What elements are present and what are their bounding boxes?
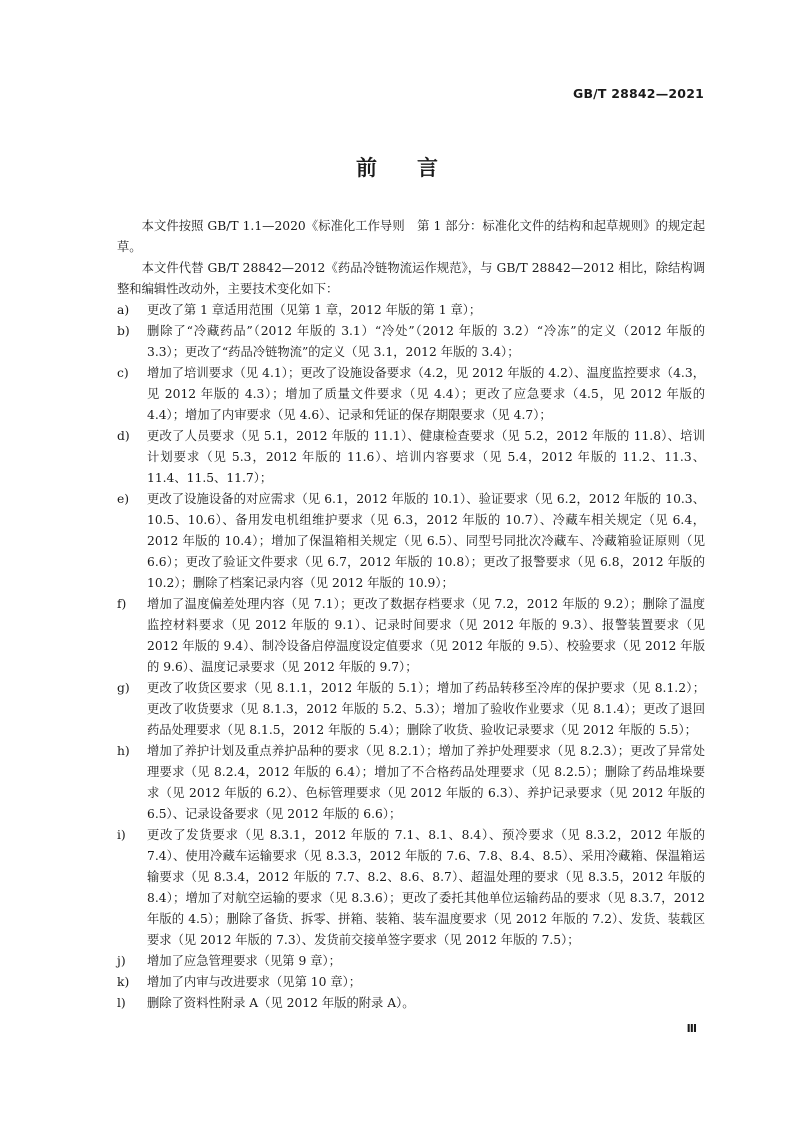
list-item-text: 删除了资料性附录 A（见 2012 年版的附录 A）。 bbox=[147, 996, 415, 1010]
list-item-text: 更改了设施设备的对应需求（见 6.1，2012 年版的 10.1）、验证要求（见 6.2，2012 年版的 10.3、10.5、10.6）、备用发电机组维护要求（见 6.3，2012 年版的 10.7）、冷藏车相关规定（见 6.4，2012 年版的 10.4）；增加了保温箱相关规定（见 6.5）、同型号同批次冷藏车、冷藏箱验证原则（见 6.6）；更改了验证文件要求（见 6.7，2012 年版的 10.8）；更改了报警要求（见 6.8，2012 年版的 10.2）；删除了档案记录内容（见 2012 年版的 10.9）； bbox=[147, 492, 705, 590]
list-item bbox=[117, 951, 705, 972]
list-item-label: c) bbox=[117, 366, 129, 380]
list-item bbox=[117, 489, 705, 594]
list-item-text: 增加了养护计划及重点养护品种的要求（见 8.2.1）；增加了养护处理要求（见 8.2.3）；更改了异常处理要求（见 8.2.4，2012 年版的 6.4）；增加了不合格药品处理要求（见 8.2.5）；删除了药品堆垛要求（见 2012 年版的 6.2）、色标管理要求（见 2012 年版的 6.3）、养护记录要求（见 2012 年版的 6.5）、记录设备要求（见 2012 年版的 6.6）； bbox=[147, 744, 705, 821]
standard-code: GB/T 28842—2021 bbox=[572, 86, 704, 101]
list-item bbox=[117, 678, 705, 741]
list-item bbox=[117, 426, 705, 489]
list-item-label: l) bbox=[117, 996, 126, 1010]
list-item-text: 删除了“冷藏药品”（2012 年版的 3.1）“冷处”（2012 年版的 3.2）“冷冻”的定义（2012 年版的 3.3）；更改了“药品冷链物流”的定义（见 3.1，2012 年版的 3.4）； bbox=[147, 324, 705, 359]
list-item-label: i) bbox=[117, 828, 126, 842]
list-item-text: 更改了人员要求（见 5.1，2012 年版的 11.1）、健康检查要求（见 5.2，2012 年版的 11.8）、培训计划要求（见 5.3，2012 年版的 11.6）、培训内容要求（见 5.4，2012 年版的 11.2、11.3、11.4、11.5、11.7）； bbox=[147, 429, 705, 485]
replacement-paragraph: 本文件代替 GB/T 28842—2012《药品冷链物流运作规范》，与 GB/T 28842—2012 相比，除结构调整和编辑性改动外，主要技术变化如下： bbox=[117, 261, 705, 296]
list-item-text: 增加了培训要求（见 4.1）；更改了设施设备要求（4.2，见 2012 年版的 4.2）、温度监控要求（4.3，见 2012 年版的 4.3）；增加了质量文件要求（见 4.4）；更改了应急要求（4.5，见 2012 年版的4.4）；增加了内审要求（见 4.6）、记录和凭证的保存期限要求（见 4.7）； bbox=[147, 366, 705, 422]
list-item-label: b) bbox=[117, 324, 130, 338]
page-number: Ⅲ bbox=[686, 1022, 697, 1035]
list-item-text: 增加了温度偏差处理内容（见 7.1）；更改了数据存档要求（见 7.2，2012 年版的 9.2）；删除了温度监控材料要求（见 2012 年版的 9.1）、记录时间要求（见 2012 年版的 9.3）、报警装置要求（见 2012 年版的 9.4）、制冷设备启停温度设定值要求（见 2012 年版的 9.5）、校验要求（见 2012 年版的 9.6）、温度记录要求（见 2012 年版的 9.7）； bbox=[147, 597, 705, 674]
list-item-label: g) bbox=[117, 681, 130, 695]
list-item-label: j) bbox=[117, 954, 126, 968]
list-item bbox=[117, 363, 705, 426]
list-item bbox=[117, 300, 705, 321]
list-item bbox=[117, 825, 705, 951]
page-title: 前言 bbox=[356, 156, 478, 180]
list-item-text: 增加了内审与改进要求（见第 10 章）； bbox=[147, 975, 362, 989]
list-item-text: 更改了收货区要求（见 8.1.1，2012 年版的 5.1）；增加了药品转移至冷库的保护要求（见 8.1.2）；更改了收货要求（见 8.1.3，2012 年版的 5.2、5.3）；增加了验收作业要求（见 8.1.4）；更改了退回药品处理要求（见 8.1.5，2012 年版的 5.4）；删除了收货、验收记录要求（见 2012 年版的 5.5）； bbox=[147, 681, 705, 737]
list-item-label: e) bbox=[117, 492, 130, 506]
list-item bbox=[117, 993, 705, 1014]
list-item bbox=[117, 321, 705, 363]
document-body bbox=[117, 216, 705, 1014]
technical-changes-list bbox=[117, 300, 705, 1014]
list-item-label: d) bbox=[117, 429, 130, 443]
list-item-label: h) bbox=[117, 744, 130, 758]
list-item-label: f) bbox=[117, 597, 127, 611]
intro-paragraph: 本文件按照 GB/T 1.1—2020《标准化工作导则 第 1 部分：标准化文件的结构和起草规则》的规定起草。 bbox=[117, 219, 705, 254]
list-item bbox=[117, 972, 705, 993]
list-item-label: k) bbox=[117, 975, 130, 989]
list-item bbox=[117, 594, 705, 678]
list-item bbox=[117, 741, 705, 825]
list-item-label: a) bbox=[117, 303, 130, 317]
list-item-text: 更改了发货要求（见 8.3.1，2012 年版的 7.1、8.1、8.4）、预冷要求（见 8.3.2，2012 年版的 7.4）、使用冷藏车运输要求（见 8.3.3，2012 年版的 7.6、7.8、8.4、8.5）、采用冷藏箱、保温箱运输要求（见 8.3.4，2012 年版的 7.7、8.2、8.6、8.7）、超温处理的要求（见 8.3.5，2012 年版的 8.4）；增加了对航空运输的要求（见 8.3.6）；更改了委托其他单位运输药品的要求（见 8.3.7，2012 年版的 4.5）；删除了备货、拆零、拼箱、装箱、装车温度要求（见 2012 年版的 7.2）、发货、装载区要求（见 2012 年版的 7.3）、发货前交接单签字要求（见 2012 年版的 7.5）； bbox=[147, 828, 705, 947]
list-item-text: 更改了第 1 章适用范围（见第 1 章，2012 年版的第 1 章）； bbox=[147, 303, 482, 317]
list-item-text: 增加了应急管理要求（见第 9 章）； bbox=[147, 954, 341, 968]
